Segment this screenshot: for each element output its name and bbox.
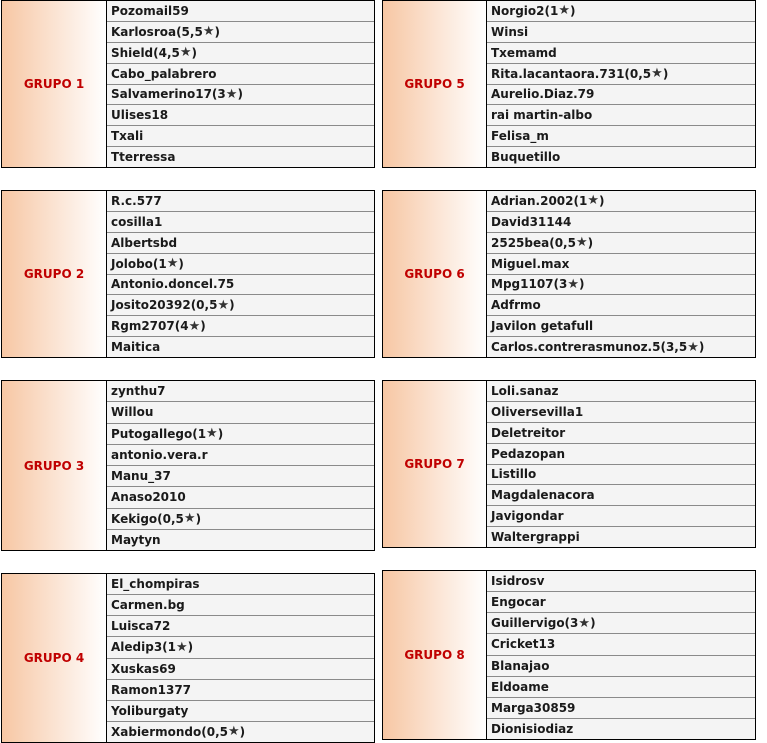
group-label: GRUPO 1 [2,1,107,167]
member-suffix: ) [214,24,220,39]
member-row [487,677,755,698]
member-row [487,634,755,655]
member-name: Pedazopan [491,446,566,461]
member-row [107,466,374,487]
member-list [487,1,755,167]
star-icon: ★ [183,511,196,527]
member-name: Txali [111,129,144,144]
member-row [487,719,755,739]
member-row [107,445,374,466]
member-row [107,637,374,658]
member-name: Josito20392(0,5 [111,298,218,313]
member-name: David31144 [491,214,572,229]
member-row [487,506,755,527]
member-row [107,424,374,445]
member-row [487,64,755,85]
member-name: Shield(4,5 [111,45,180,60]
member-row [107,337,374,357]
member-list [107,574,374,742]
star-icon: ★ [176,639,188,655]
member-row [107,85,374,106]
member-name: Karlosroa(5,5 [111,24,203,39]
member-name: Loli.sanaz [491,383,559,398]
member-name: Mpg1107(3 [491,277,568,292]
member-row [487,592,755,613]
member-list [487,191,755,357]
member-row [107,316,374,337]
star-icon: ★ [188,318,201,334]
member-row [487,295,755,316]
member-name: Dionisiodiaz [491,721,574,736]
star-icon: ★ [567,276,580,292]
member-name: Engocar [491,595,546,610]
member-row [487,527,755,547]
member-name: rai martin-albo [491,108,593,123]
member-name: R.c.577 [111,193,162,208]
member-name: Manu_37 [111,469,171,484]
member-name: Aledip3(1 [111,640,177,655]
member-row [107,1,374,22]
member-row [107,530,374,550]
member-name: Eldoame [491,679,549,694]
star-icon: ★ [687,339,699,355]
member-suffix: ) [200,319,206,334]
member-row [487,1,755,22]
member-name: Putogallego(1 [111,426,207,441]
member-name: cosilla1 [111,214,163,229]
member-name: Magdalenacora [491,488,595,503]
member-row [487,126,755,147]
member-list [487,571,755,739]
member-row [487,613,755,634]
member-name: Yoliburgaty [111,703,189,718]
star-icon: ★ [225,86,238,102]
member-row [107,381,374,402]
member-row [107,680,374,701]
member-name: Winsi [491,24,529,39]
star-icon: ★ [202,24,215,40]
member-row [487,105,755,126]
member-name: Salvamerino17(3 [111,87,226,102]
member-row [487,423,755,444]
member-name: Anaso2010 [111,490,186,505]
group-table [382,380,756,548]
member-name: Maitica [111,340,161,355]
star-icon: ★ [558,3,570,19]
member-name: Rgm2707(4 [111,319,189,334]
member-row [487,698,755,719]
member-name: Maytyn [111,532,161,547]
member-row [487,233,755,254]
member-name: Norgio2(1 [491,3,559,18]
member-row [107,616,374,637]
member-name: Carmen.bg [111,598,185,613]
member-row [107,212,374,233]
member-suffix: ) [239,724,246,739]
group-label: GRUPO 6 [383,191,487,357]
star-icon: ★ [578,615,591,631]
member-name: Willou [111,405,154,420]
member-suffix: ) [599,193,605,208]
member-name: Tterressa [111,150,176,165]
group-label: GRUPO 5 [383,1,487,167]
member-name: Marga30859 [491,700,576,715]
member-name: Ramon1377 [111,682,192,697]
member-name: Carlos.contrerasmunoz.5(3,5 [491,340,688,355]
member-suffix: ) [662,66,669,81]
member-row [107,509,374,530]
member-name: 2525bea(0,5 [491,235,576,250]
member-name: Rita.lacantaora.731(0,5 [491,66,652,81]
member-name: Ulises18 [111,108,169,123]
member-name: Antonio.doncel.75 [111,277,235,292]
star-icon: ★ [217,297,230,313]
member-name: Xabiermondo(0,5 [111,724,228,739]
member-row [107,105,374,126]
member-name: El_chompiras [111,577,200,592]
member-row [107,126,374,147]
member-row [487,465,755,486]
member-row [107,402,374,423]
member-list [107,191,374,357]
member-row [107,295,374,316]
star-icon: ★ [179,45,192,61]
member-row [487,43,755,64]
member-row [487,85,755,106]
member-name: Cricket13 [491,637,556,652]
member-row [107,275,374,296]
group-table [382,0,756,168]
member-list [107,381,374,550]
group-label: GRUPO 8 [383,571,487,739]
group-table [382,190,756,358]
member-name: Blanajao [491,658,550,673]
member-suffix: ) [229,298,235,313]
member-name: Luisca72 [111,619,171,634]
member-name: Felisa_m [491,129,549,144]
member-suffix: ) [698,340,705,355]
member-suffix: ) [178,256,184,271]
member-row [487,212,755,233]
member-suffix: ) [587,235,594,250]
group-table [1,0,375,168]
star-icon: ★ [651,66,663,82]
member-name: Javilon getafull [491,319,594,334]
member-name: Guillervigo(3 [491,616,579,631]
member-row [107,43,374,64]
member-name: Cabo_palabrero [111,66,217,81]
member-row [487,22,755,43]
star-icon: ★ [166,256,179,272]
star-icon: ★ [575,235,588,251]
group-table [1,573,375,743]
member-suffix: ) [570,3,576,18]
member-row [487,275,755,296]
member-row [107,147,374,167]
member-name: Kekigo(0,5 [111,511,184,526]
member-row [107,595,374,616]
group-label: GRUPO 4 [2,574,107,742]
member-row [487,381,755,402]
member-suffix: ) [195,511,202,526]
member-row [107,22,374,43]
member-row [107,701,374,722]
member-name: Txemamd [491,45,557,60]
member-name: Jolobo(1 [111,256,167,271]
member-name: Miguel.max [491,256,570,271]
member-name: Javigondar [491,509,564,524]
member-name: Buquetillo [491,150,561,165]
member-name: Xuskas69 [111,661,176,676]
member-name: Waltergrappi [491,530,580,545]
member-row [487,191,755,212]
member-list [107,1,374,167]
member-row [487,316,755,337]
member-row [107,574,374,595]
member-row [487,656,755,677]
member-name: Deletreitor [491,425,566,440]
star-icon: ★ [206,426,218,442]
member-name: Oliversevilla1 [491,404,584,419]
member-name: Adfrmo [491,298,541,313]
member-name: Isidrosv [491,574,545,589]
member-name: Aurelio.Diaz.79 [491,87,595,102]
member-row [107,722,374,742]
member-suffix: ) [579,277,585,292]
member-name: Adrian.2002(1 [491,193,588,208]
member-row [487,571,755,592]
member-row [107,659,374,680]
group-table [382,570,756,740]
group-label: GRUPO 3 [2,381,107,550]
member-row [487,254,755,275]
member-row [107,233,374,254]
member-suffix: ) [217,426,224,441]
star-icon: ★ [227,724,240,740]
member-suffix: ) [237,87,243,102]
group-table [1,380,375,551]
member-list [487,381,755,547]
member-row [487,444,755,465]
member-suffix: ) [187,640,194,655]
member-row [487,147,755,167]
member-name: Pozomail59 [111,3,189,18]
member-row [487,337,755,357]
member-name: antonio.vera.r [111,447,208,462]
member-name: zynthu7 [111,384,166,399]
member-suffix: ) [590,616,596,631]
group-table [1,190,375,358]
star-icon: ★ [587,193,599,209]
member-row [487,485,755,506]
member-row [107,64,374,85]
member-row [487,402,755,423]
member-row [107,254,374,275]
member-suffix: ) [191,45,198,60]
group-label: GRUPO 7 [383,381,487,547]
member-name: Listillo [491,467,537,482]
member-row [107,191,374,212]
member-row [107,487,374,508]
member-name: Albertsbd [111,235,178,250]
group-label: GRUPO 2 [2,191,107,357]
